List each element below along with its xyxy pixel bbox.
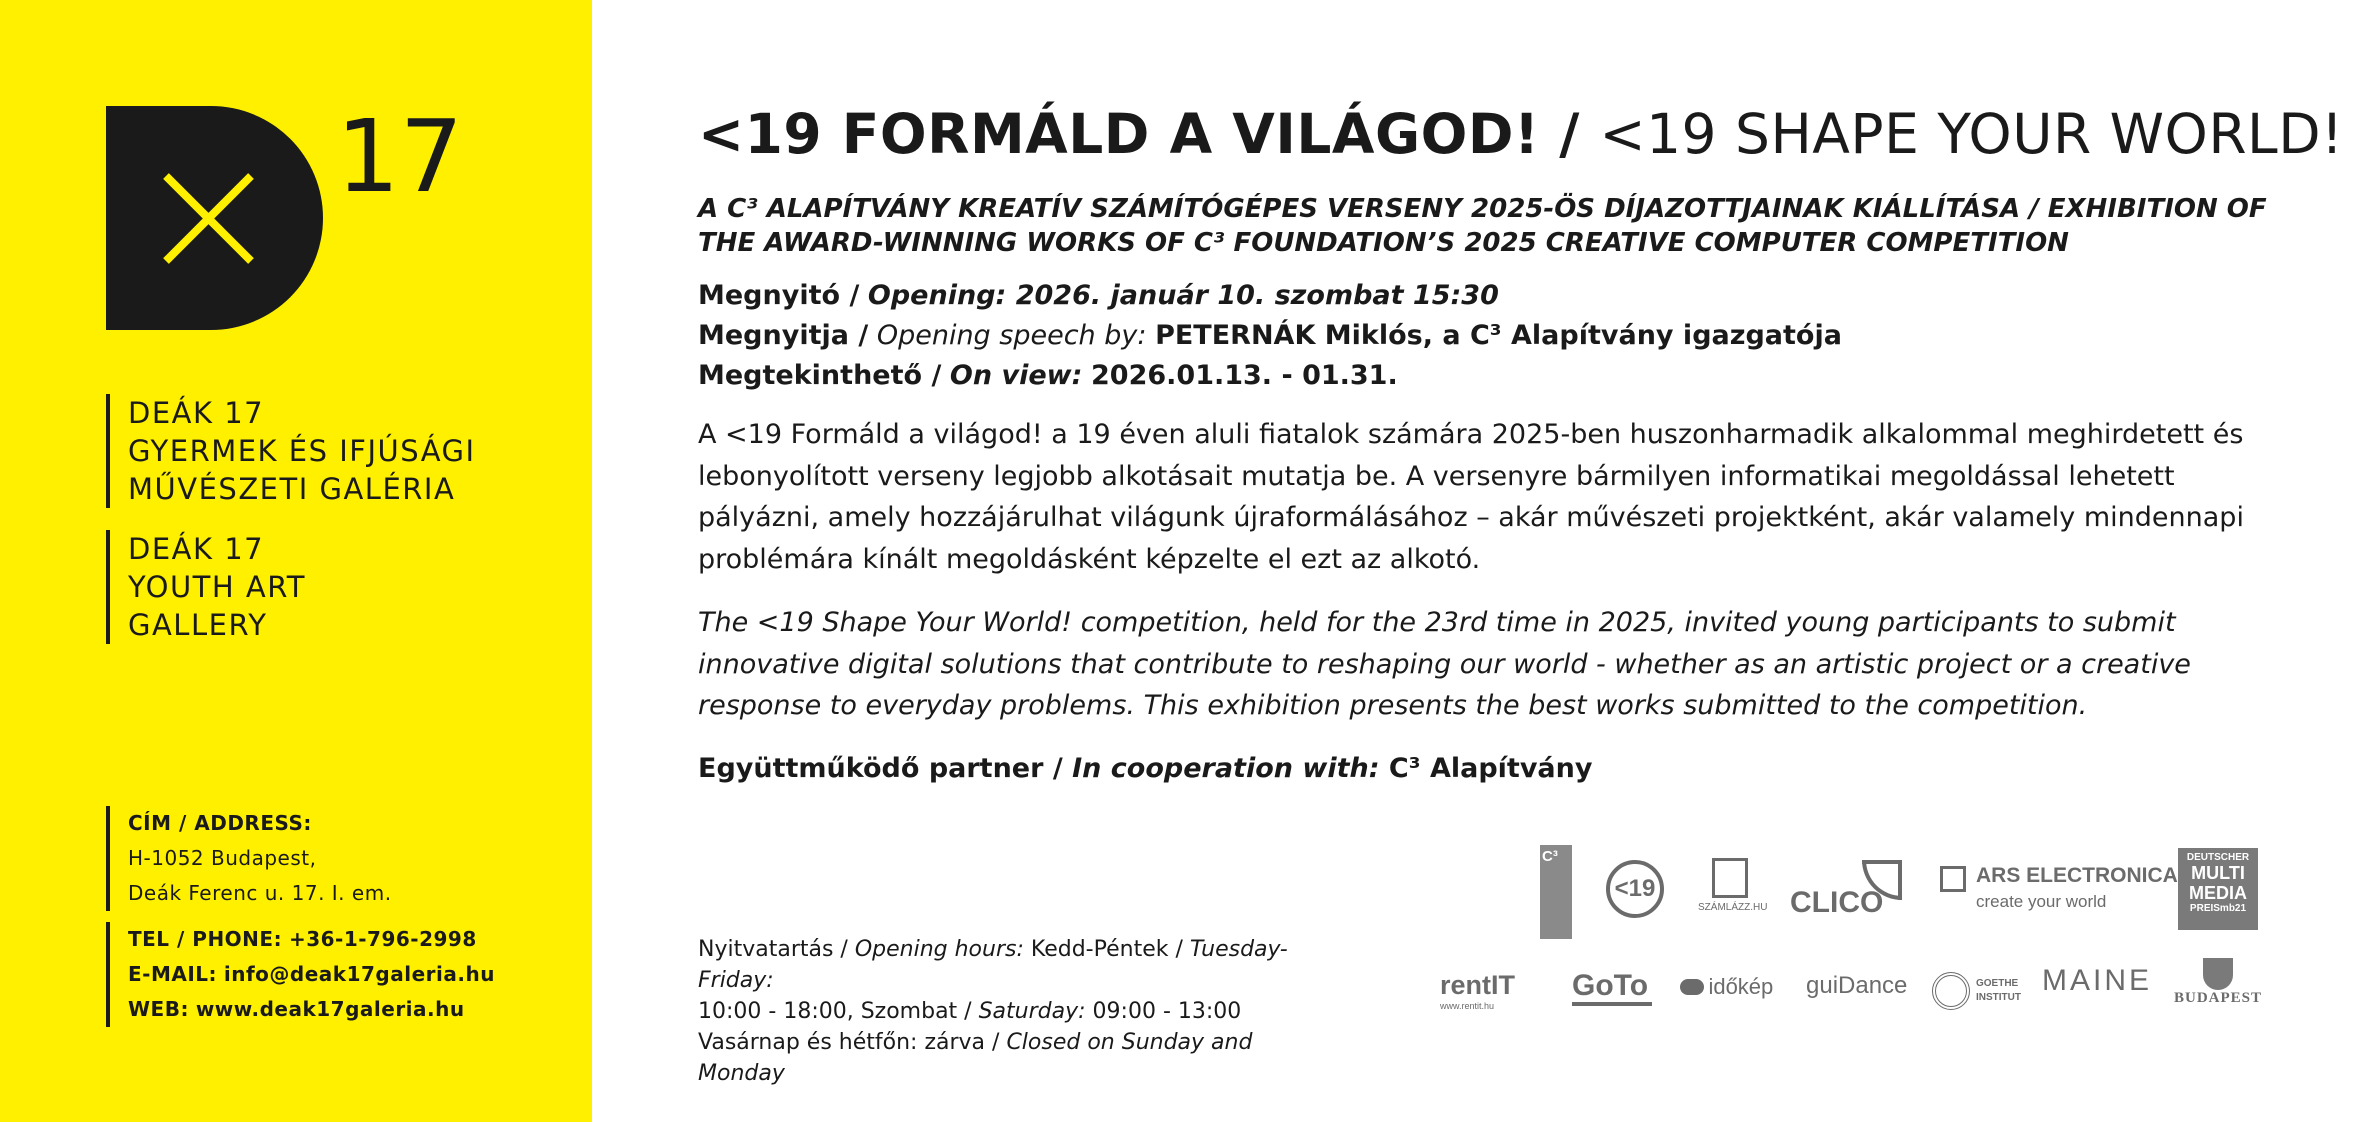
maine-text: MAINE bbox=[2042, 964, 2153, 997]
exhibition-title bbox=[698, 100, 2344, 168]
web-value[interactable]: www.deak17galeria.hu bbox=[195, 997, 465, 1021]
partner-label-hu: Együttműködő partner / bbox=[698, 752, 1063, 784]
ars-sub-text: create your world bbox=[1976, 892, 2107, 911]
hours-closed-hu: Vasárnap és hétfőn: zárva / bbox=[698, 1030, 1000, 1055]
title-hu: <19 FORMÁLD A VILÁGOD! / bbox=[698, 102, 1580, 166]
description-hu: A <19 Formáld a világod! a 19 éven aluli fiatalok számára 2025-ben huszonharmadik alkalommal meghirdetett és lebonyolított verseny legjobb alkotásait mutatja be. A versenyre bármilyen informatikai megoldással lehetett pályázni, amely hozzájárulhat világunk újraformálásához – akár művészeti projektként, akár valamely mindennapi problémára kínált megoldásként képzelte el ezt az alkotó. bbox=[698, 419, 2244, 575]
gallery-name-en bbox=[106, 530, 306, 644]
dmmp-logo bbox=[2178, 848, 2258, 930]
dmmp-line: MULTI bbox=[2191, 863, 2245, 883]
u19-logo-text: <19 bbox=[1614, 875, 1656, 902]
partner-label-en: In cooperation with: bbox=[1072, 752, 1380, 784]
speech-label-hu: Megnyitja / bbox=[698, 320, 869, 351]
tel-value[interactable]: +36-1-796-2998 bbox=[288, 927, 477, 951]
address-line-2: Deák Ferenc u. 17. I. em. bbox=[128, 881, 392, 905]
guidance-logo bbox=[1806, 972, 1916, 1012]
gallery-hu-line: DEÁK 17 bbox=[128, 396, 265, 430]
opening-label-hu: Megnyitó / bbox=[698, 280, 860, 311]
goto-text: GoTo bbox=[1572, 970, 1652, 1006]
guidance-text: guiDance bbox=[1806, 972, 1908, 999]
logo-number: 17 bbox=[336, 98, 464, 215]
gallery-name-hu bbox=[106, 394, 476, 508]
idokep-text: időkép bbox=[1708, 974, 1774, 999]
opening-value: Opening: 2026. január 10. szombat 15:30 bbox=[867, 280, 1499, 311]
gallery-hu-line: MŰVÉSZETI GALÉRIA bbox=[128, 472, 456, 506]
address-label: CÍM / ADDRESS: bbox=[128, 811, 312, 835]
address-block bbox=[106, 806, 392, 911]
hours-label-hu: Nyitvatartás / bbox=[698, 937, 848, 962]
cloud-icon bbox=[1680, 979, 1704, 995]
szamlazz-icon bbox=[1712, 858, 1748, 898]
onview-label-en: On view: bbox=[949, 360, 1083, 391]
web-label: WEB: bbox=[128, 997, 189, 1021]
szamlazz-logo bbox=[1698, 858, 1768, 918]
rentit-text: rentIT bbox=[1440, 970, 1516, 1000]
hours-days-hu: Kedd-Péntek / bbox=[1030, 937, 1183, 962]
szamlazz-text: SZÁMLÁZZ.HU bbox=[1698, 902, 1768, 913]
hours-saturday-time: 09:00 - 13:00 bbox=[1092, 999, 1242, 1024]
goethe-text-line: INSTITUT bbox=[1976, 992, 2021, 1003]
c3-logo-text: C³ bbox=[1542, 848, 1558, 865]
ars-electronica-logo bbox=[1940, 860, 2178, 920]
onview-line bbox=[698, 356, 2268, 396]
partner-value: C³ Alapítvány bbox=[1388, 752, 1593, 784]
hours-saturday-en: Saturday: bbox=[978, 999, 1086, 1024]
ars-text: ARS ELECTRONICA bbox=[1976, 864, 2178, 887]
gallery-panel bbox=[0, 0, 592, 1122]
sponsor-logos bbox=[1430, 840, 2270, 1030]
hours-weekday-time: 10:00 - 18:00, Szombat / bbox=[698, 999, 972, 1024]
tel-label: TEL / PHONE: bbox=[128, 927, 283, 951]
hours-label-en: Opening hours: bbox=[854, 937, 1024, 962]
speech-label-en: Opening speech by: bbox=[876, 320, 1147, 351]
gallery-en-line: YOUTH ART bbox=[128, 570, 307, 604]
budapest-text: BUDAPEST bbox=[2173, 990, 2263, 1006]
hours-closed-en: Closed on Sunday and Monday bbox=[698, 1030, 1253, 1086]
ars-icon bbox=[1940, 866, 1966, 892]
onview-label-hu: Megtekinthető / bbox=[698, 360, 942, 391]
u19-logo bbox=[1606, 860, 1664, 918]
goethe-icon bbox=[1932, 972, 1970, 1010]
speech-value: PETERNÁK Miklós, a C³ Alapítvány igazgatója bbox=[1155, 320, 1842, 351]
goto-logo bbox=[1572, 970, 1652, 1014]
opening-line bbox=[698, 276, 2268, 316]
title-en: <19 SHAPE YOUR WORLD! bbox=[1599, 102, 2344, 166]
budapest-crest-icon bbox=[2203, 958, 2233, 990]
gallery-en-line: DEÁK 17 bbox=[128, 532, 265, 566]
gallery-en-line: GALLERY bbox=[128, 608, 268, 642]
rentit-logo bbox=[1440, 970, 1540, 1014]
email-label: E-MAIL: bbox=[128, 962, 218, 986]
exhibition-content bbox=[698, 100, 2344, 789]
goethe-text-line: GOETHE bbox=[1976, 978, 2019, 989]
clico-logo bbox=[1790, 860, 1910, 920]
dmmp-line: PREISmb21 bbox=[2189, 903, 2247, 914]
exhibition-subtitle: A C³ ALAPÍTVÁNY KREATÍV SZÁMÍTÓGÉPES VERSENY 2025-ÖS DÍJAZOTTJAINAK KIÁLLÍTÁSA / EXHIBITION OF THE AWARD-WINNING WORKS OF C³ FOUNDATION’S 2025 CREATIVE COMPUTER COMPETITION bbox=[698, 194, 2267, 258]
dmmp-line: MEDIA bbox=[2189, 883, 2247, 903]
rentit-sub-text: www.rentit.hu bbox=[1440, 1001, 1495, 1011]
deak17-logo bbox=[106, 98, 464, 330]
partner-line bbox=[698, 749, 2268, 789]
idokep-logo bbox=[1680, 974, 1790, 1014]
c3-logo bbox=[1540, 845, 1572, 939]
speech-line bbox=[698, 316, 2268, 356]
maine-logo bbox=[2042, 964, 2153, 1014]
dmmp-line: DEUTSCHER bbox=[2186, 852, 2250, 863]
budapest-logo bbox=[2166, 958, 2270, 1018]
description-en: The <19 Shape Your World! competition, held for the 23rd time in 2025, invited young participants to submit innovative digital solutions that contribute to reshaping our world - whether as an artistic project or a creative response to everyday problems. This exhibition presents the best works submitted to the competition. bbox=[698, 607, 2191, 721]
clico-text: CLICO bbox=[1790, 886, 1884, 919]
goethe-logo bbox=[1932, 970, 2024, 1014]
hours-days-en: Tuesday-Friday: bbox=[698, 937, 1288, 993]
address-line-1: H-1052 Budapest, bbox=[128, 846, 317, 870]
email-value[interactable]: info@deak17galeria.hu bbox=[223, 962, 495, 986]
opening-hours bbox=[698, 934, 1338, 1089]
onview-value: 2026.01.13. - 01.31. bbox=[1091, 360, 1398, 391]
contact-block bbox=[106, 922, 495, 1027]
gallery-hu-line: GYERMEK ÉS IFJÚSÁGI bbox=[128, 434, 476, 468]
